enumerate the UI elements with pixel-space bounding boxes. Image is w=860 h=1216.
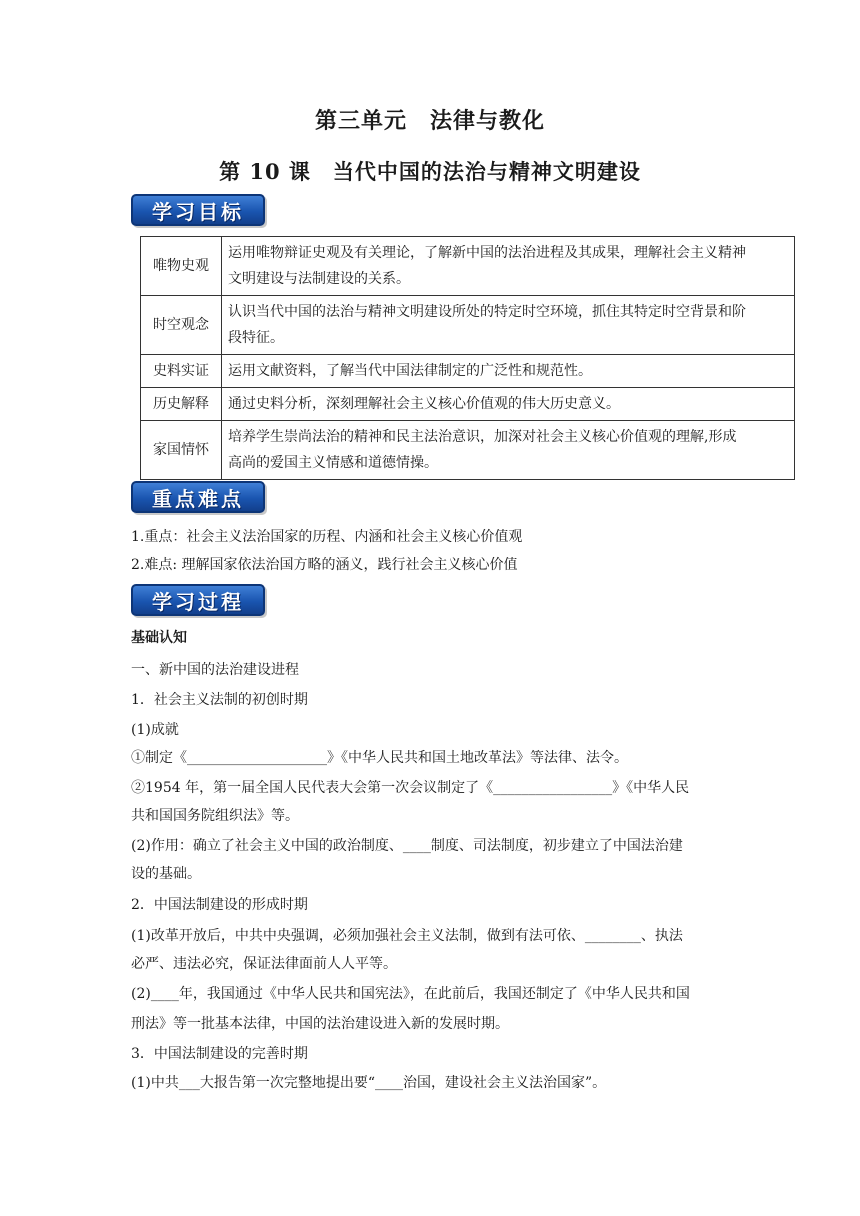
goal-label: 历史解释 xyxy=(141,388,222,421)
goal-text xyxy=(222,355,795,388)
text-line: ②1954 年，第一届全国人民代表大会第一次会议制定了《_________________》《中华人民 xyxy=(131,780,690,796)
text-line: 共和国国务院组织法》等。 xyxy=(131,808,299,824)
goal-text-line: 运用唯物辩证史观及有关理论，了解新中国的法治进程及其成果，理解社会主义精神 xyxy=(228,245,746,261)
text-line: 3．中国法制建设的完善时期 xyxy=(131,1046,308,1062)
goal-label: 时空观念 xyxy=(141,296,222,355)
key-points-banner-label: 重点难点 xyxy=(152,487,244,511)
goal-text xyxy=(222,388,795,421)
text-line: (2)作用：确立了社会主义中国的政治制度、____制度、司法制度，初步建立了中国法治建 xyxy=(131,838,683,854)
text-line: 设的基础。 xyxy=(131,866,201,882)
goal-text-line: 培养学生崇尚法治的精神和民主法治意识，加深对社会主义核心价值观的理解,形成 xyxy=(228,429,737,445)
text-line: 一、新中国的法治建设进程 xyxy=(131,662,299,678)
learning-goals-table xyxy=(140,236,795,480)
table-row xyxy=(141,355,795,388)
text-line: (1)成就 xyxy=(131,722,179,738)
goal-text-line: 通过史料分析，深刻理解社会主义核心价值观的伟大历史意义。 xyxy=(228,396,620,412)
goal-text-line: 段特征。 xyxy=(228,330,284,346)
goal-text xyxy=(222,296,795,355)
learning-goals-banner-label: 学习目标 xyxy=(152,200,244,224)
lesson-title: 第 10 课 当代中国的法治与精神文明建设 xyxy=(219,159,641,184)
unit-title: 第三单元 法律与教化 xyxy=(314,108,545,134)
text-line: ①制定《____________________》《中华人民共和国土地改革法》等法律、法令。 xyxy=(131,750,628,766)
text-line: (2)____年，我国通过《中华人民共和国宪法》，在此前后，我国还制定了《中华人民共和国 xyxy=(131,986,690,1002)
section-heading: 基础认知 xyxy=(131,630,187,646)
text-line: 刑法》等一批基本法律，中国的法治建设进入新的发展时期。 xyxy=(131,1016,509,1032)
text-line: (1)改革开放后，中共中央强调，必须加强社会主义法制，做到有法可依、________、执法 xyxy=(131,928,683,944)
text-line: 1．社会主义法制的初创时期 xyxy=(131,692,308,708)
goal-text-line: 运用文献资料，了解当代中国法律制定的广泛性和规范性。 xyxy=(228,363,592,379)
text-line: 2．中国法制建设的形成时期 xyxy=(131,897,308,913)
goal-text xyxy=(222,421,795,480)
key-points-banner xyxy=(131,481,265,513)
text-line: 必严、违法必究，保证法律面前人人平等。 xyxy=(131,956,397,972)
goal-label: 史料实证 xyxy=(141,355,222,388)
difficult-point-item: 2.难点: 理解国家依法治国方略的涵义，践行社会主义核心价值 xyxy=(131,557,518,573)
goal-text-line: 认识当代中国的法治与精神文明建设所处的特定时空环境，抓住其特定时空背景和阶 xyxy=(228,304,746,320)
goal-label: 唯物史观 xyxy=(141,237,222,296)
table-row xyxy=(141,421,795,480)
text-line: (1)中共___大报告第一次完整地提出要“____治国，建设社会主义法治国家”。 xyxy=(131,1075,607,1091)
table-row xyxy=(141,388,795,421)
key-point-item: 1.重点：社会主义法治国家的历程、内涵和社会主义核心价值观 xyxy=(131,529,523,545)
goal-text-line: 高尚的爱国主义情感和道德情操。 xyxy=(228,455,438,471)
learning-process-banner-label: 学习过程 xyxy=(152,590,244,614)
goal-text xyxy=(222,237,795,296)
table-row xyxy=(141,237,795,296)
learning-goals-banner xyxy=(131,194,265,226)
goal-text-line: 文明建设与法制建设的关系。 xyxy=(228,271,410,287)
learning-process-banner xyxy=(131,584,265,616)
goal-label: 家国情怀 xyxy=(141,421,222,480)
table-row xyxy=(141,296,795,355)
